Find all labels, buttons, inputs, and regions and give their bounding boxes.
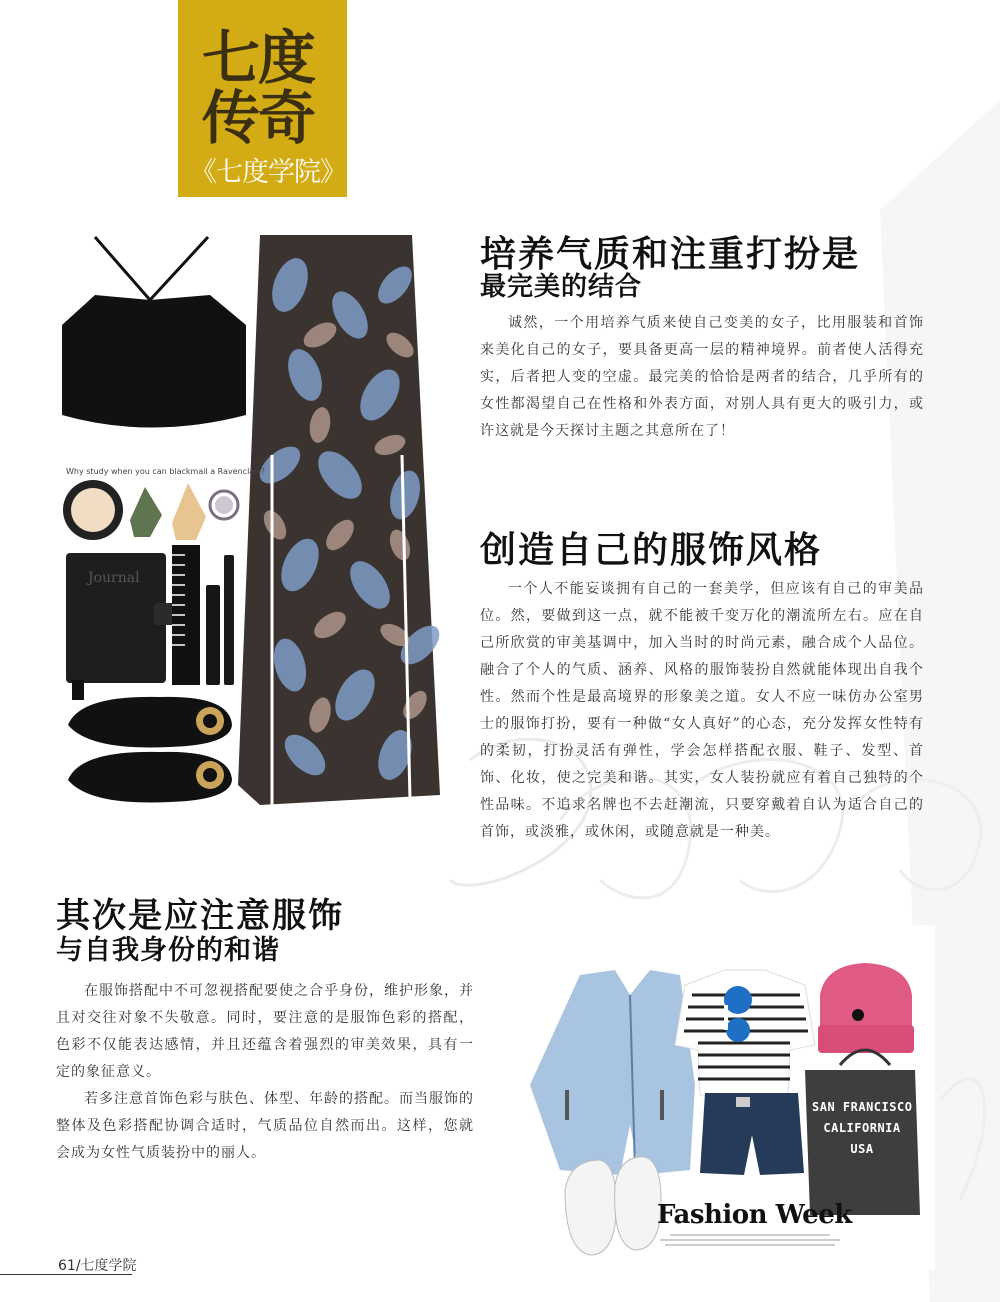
badge-line-3: 《七度学院》 <box>190 157 346 188</box>
section3-subtitle: 与自我身份的和谐 <box>56 935 280 966</box>
tote-bag-line-1: SAN FRANCISCO <box>812 1100 913 1114</box>
pink-beanie <box>818 963 914 1053</box>
section1-title: 培养气质和注重打扮是 <box>480 234 861 275</box>
section3-paragraph-2: 若多注意首饰色彩与肤色、体型、年龄的搭配。而当服饰的整体及色彩搭配协调合适时，气质品位自然而出。这样，您就会成为女性气质装扮中的丽人。 <box>56 1091 474 1161</box>
black-flats <box>68 697 232 803</box>
black-crop-top <box>62 237 246 428</box>
section2-body <box>480 576 924 846</box>
tote-bag-line-3: USA <box>850 1142 874 1156</box>
collage-caption: Why study when you can blackmail a Ravenclaw? <box>66 467 265 476</box>
badge-line-1: 七度 <box>202 24 315 92</box>
outfit-collage-illustration <box>50 225 450 815</box>
fashion-week-title: Fashion Week <box>657 1200 852 1230</box>
paisley-maxi-skirt <box>238 235 446 805</box>
badge-line-2: 传奇 <box>202 84 315 152</box>
section1-paragraph: 诚然，一个用培养气质来使自己变美的女子，比用服装和首饰来美化自己的女子，要具备更高一层的精神境界。前者使人活得充实，后者把人变的空虚。最完美的恰恰是两者的结合，几乎所有的女性都渴望自己在性格和外表方面，对别人具有更大的吸引力，或许这就是今天探讨主题之其意所在了！ <box>480 315 924 439</box>
tote-bag-text <box>812 1097 912 1160</box>
fashion-week-fine-print <box>660 1232 840 1250</box>
section3-title: 其次是应注意服饰 <box>56 896 344 936</box>
section3-body <box>56 978 474 1167</box>
section-badge <box>178 0 347 197</box>
section2-paragraph: 一个人不能妄谈拥有自己的一套美学，但应该有自己的审美品位。然，要做到这一点，就不能被千变万化的潮流所左右。应在自己所欣赏的审美基调中，加入当时的时尚元素，融合成个人品位。融合了个人的气质、涵养、风格的服饰装扮自然就能体现出自我个性。然而个性是最高境界的形象美之道。女人不应一味仿办公室男士的服饰打扮，要有一种做“女人真好”的心态，充分发挥女性特有的柔韧，打扮灵活有弹性，学会怎样搭配衣服、鞋子、发型、首饰、化妆，使之完美和谐。其实，女人装扮就应有着自己独特的个性品味。不追求名牌也不去赶潮流，只要穿戴着自认为适合自己的首饰，或淡雅，或休闲，或随意就是一种美。 <box>480 581 924 840</box>
folio-rule <box>0 1274 132 1275</box>
page-folio: 61/七度学院 <box>58 1258 137 1274</box>
section1-subtitle: 最完美的结合 <box>480 272 643 302</box>
tote-bag-line-2: CALIFORNIA <box>823 1121 901 1135</box>
journal-label: Journal <box>88 570 140 586</box>
section2-title: 创造自己的服饰风格 <box>480 530 823 571</box>
section3-paragraph-1: 在服饰搭配中不可忽视搭配要使之合乎身份，维护形象，并且对交往对象不失敬意。同时，要注意的是服饰色彩的搭配，色彩不仅能表达感情，并且还蕴含着强烈的审美效果，具有一定的象征意义。 <box>56 983 474 1080</box>
section1-body <box>480 310 924 445</box>
